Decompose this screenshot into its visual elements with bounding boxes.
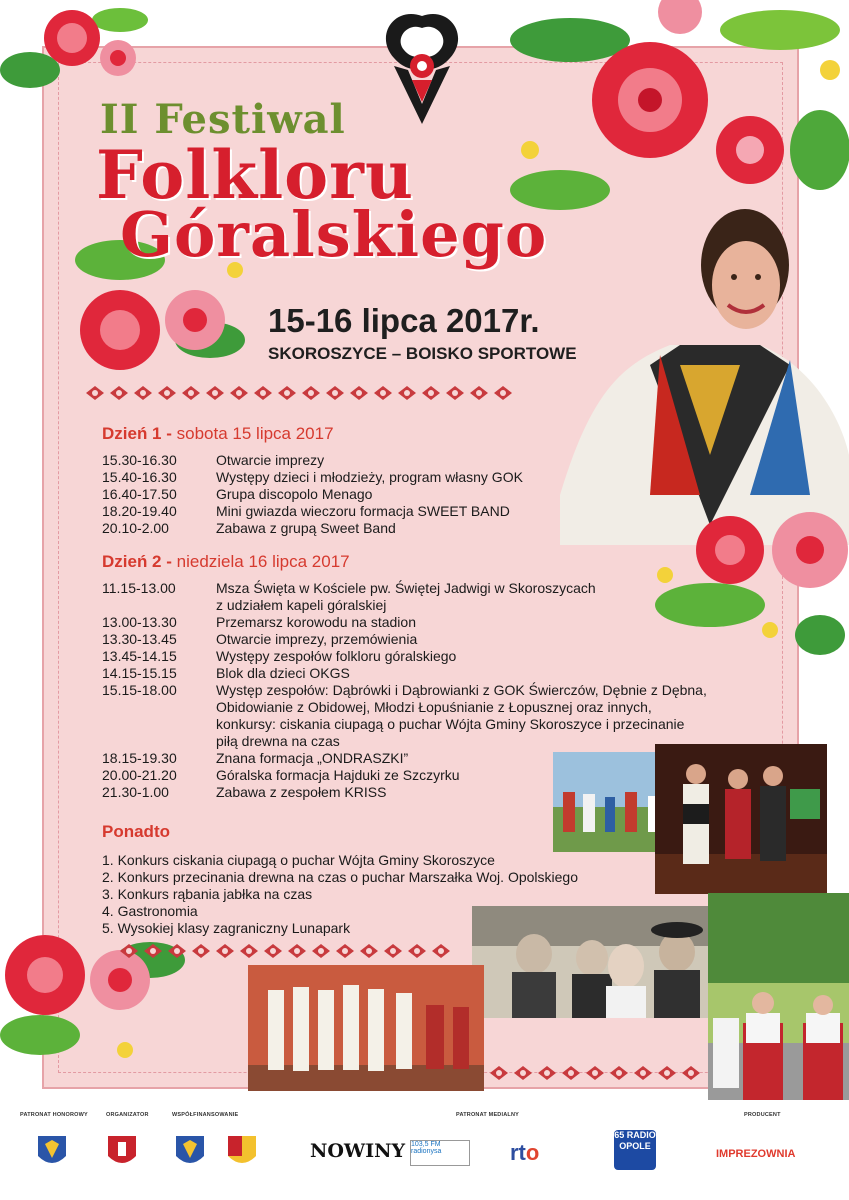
schedule-row: [102, 580, 782, 597]
schedule-row: [102, 452, 782, 469]
schedule-row: [102, 520, 782, 537]
schedule-row: [102, 614, 782, 631]
list-item: 4. Gastronomia: [102, 903, 198, 919]
schedule-row: [102, 486, 782, 503]
radio-opole-logo: 65 RADIO OPOLE: [614, 1130, 656, 1170]
schedule-row: [102, 665, 782, 682]
rto-logo-part1: rt: [510, 1140, 526, 1165]
schedule-time: 13.00-13.30: [102, 614, 177, 630]
schedule-event: Msza Święta w Kościele pw. Świętej Jadwigi w Skoroszycach: [216, 580, 596, 596]
footer-caption-producent: PRODUCENT: [744, 1112, 781, 1118]
schedule-event: Występy zespołów folkloru góralskiego: [216, 648, 457, 664]
folk-ornament-icon: [374, 6, 470, 130]
day2-heading: [102, 552, 350, 572]
coat-of-arms-opolskie-2-icon: [176, 1136, 204, 1170]
schedule-event: konkursy: ciskania ciupagą o puchar Wójta Gminy Skoroszyce i przecinanie: [216, 716, 685, 732]
schedule-event: Góralska formacja Hajduki ze Szczyrku: [216, 767, 460, 783]
schedule-time: 15.30-16.30: [102, 452, 177, 468]
schedule-time: 21.30-1.00: [102, 784, 169, 800]
schedule-time: 20.10-2.00: [102, 520, 169, 536]
footer-caption-organizator: ORGANIZATOR: [106, 1112, 149, 1118]
footer-caption-patronat-honorowy: PATRONAT HONOROWY: [20, 1112, 88, 1118]
ponadto-heading: Ponadto: [102, 822, 170, 841]
coat-of-arms-opolskie-icon: [38, 1136, 66, 1170]
list-item: 5. Wysokiej klasy zagraniczny Lunapark: [102, 920, 351, 936]
schedule-time: 13.30-13.45: [102, 631, 177, 647]
schedule-row: [102, 716, 782, 733]
schedule-event: Przemarsz korowodu na stadion: [216, 614, 416, 630]
schedule-event: Blok dla dzieci OKGS: [216, 665, 350, 681]
day1-label: Dzień 1 -: [102, 424, 172, 443]
schedule-time: 16.40-17.50: [102, 486, 177, 502]
festival-title-line1: Folkloru: [96, 136, 414, 214]
photo-dancers-white: [248, 965, 484, 1091]
list-item: 3. Konkurs rąbania jabłka na czas: [102, 886, 313, 902]
nowiny-logo: NOWINY: [310, 1140, 406, 1162]
schedule-event: Obidowianie z Obidowej, Młodzi Łopuśnianie z Łopusznej oraz innych,: [216, 699, 652, 715]
schedule-time: 14.15-15.15: [102, 665, 177, 681]
imprezownia-logo: IMPREZOWNIA: [716, 1148, 796, 1160]
schedule-event: Grupa discopolo Menago: [216, 486, 373, 502]
schedule-row: [102, 699, 782, 716]
schedule-row: [102, 631, 782, 648]
festival-place: SKOROSZYCE – BOISKO SPORTOWE: [268, 344, 577, 363]
schedule-event: Zabawa z grupą Sweet Band: [216, 520, 396, 536]
ornament-divider-bottom: [490, 1066, 700, 1082]
schedule-time: 15.40-16.30: [102, 469, 177, 485]
footer-caption-patronat-medialny: PATRONAT MEDIALNY: [456, 1112, 519, 1118]
schedule-time: 13.45-14.15: [102, 648, 177, 664]
schedule-time: [102, 699, 216, 716]
list-item: 1. Konkurs ciskania ciupagą o puchar Wójta Gminy Skoroszyce: [102, 852, 495, 868]
schedule-time: 15.15-18.00: [102, 682, 177, 698]
schedule-event: piłą drewna na czas: [216, 733, 340, 749]
rto-logo-part2: o: [525, 1140, 540, 1165]
ornament-divider-middle: [120, 944, 450, 960]
schedule-event: Występ zespołów: Dąbrówki i Dąbrowianki z GOK Świerczów, Dębnie z Dębna,: [216, 682, 707, 698]
festival-edition-title: II Festiwal: [100, 96, 346, 143]
schedule-time: [102, 733, 216, 750]
schedule-event: Mini gwiazda wieczoru formacja SWEET BAND: [216, 503, 510, 519]
schedule-event: Znana formacja „ONDRASZKI”: [216, 750, 409, 766]
rose-flowers-top-left-icon: [0, 0, 160, 100]
festival-title-line2: Góralskiego: [120, 198, 548, 271]
photo-band-portrait: [472, 906, 726, 1018]
schedule-time: 18.15-19.30: [102, 750, 177, 766]
footer-caption-wspolfinansowanie: WSPÓŁFINANSOWANIE: [172, 1112, 239, 1118]
schedule-row: [102, 682, 782, 699]
schedule-event: Występy dzieci i młodzieży, program własny GOK: [216, 469, 523, 485]
ornament-divider-top: [86, 386, 512, 402]
photo-folk-band-stage: [655, 744, 827, 894]
day1-schedule: [102, 452, 782, 537]
schedule-time: 18.20-19.40: [102, 503, 177, 519]
schedule-event: Otwarcie imprezy, przemówienia: [216, 631, 418, 647]
schedule-row: [102, 597, 782, 614]
coat-of-arms-nysa-icon: [108, 1136, 136, 1170]
schedule-event: Zabawa z zespołem KRISS: [216, 784, 387, 800]
schedule-time: 11.15-13.00: [102, 580, 176, 596]
schedule-time: [102, 716, 216, 733]
list-item: 2. Konkurs przecinania drewna na czas o puchar Marszałka Woj. Opolskiego: [102, 869, 578, 885]
rose-flowers-bottom-left-icon: [0, 920, 190, 1070]
coat-of-arms-starostwo-icon: [228, 1136, 256, 1170]
day2-date: niedziela 16 lipca 2017: [176, 552, 350, 571]
schedule-time: [102, 597, 216, 614]
photo-dancing-girls: [708, 893, 849, 1108]
festival-date: 15-16 lipca 2017r.: [268, 302, 540, 339]
schedule-time: 20.00-21.20: [102, 767, 177, 783]
schedule-event: Otwarcie imprezy: [216, 452, 325, 468]
rto-logo: [510, 1140, 539, 1166]
schedule-row: [102, 469, 782, 486]
day2-label: Dzień 2 -: [102, 552, 172, 571]
schedule-event: z udziałem kapeli góralskiej: [216, 597, 387, 613]
radio-nysa-logo: 103,5 FM radionysa: [410, 1140, 470, 1166]
day1-date: sobota 15 lipca 2017: [176, 424, 334, 443]
day1-heading: [102, 424, 334, 444]
schedule-row: [102, 503, 782, 520]
schedule-row: [102, 648, 782, 665]
